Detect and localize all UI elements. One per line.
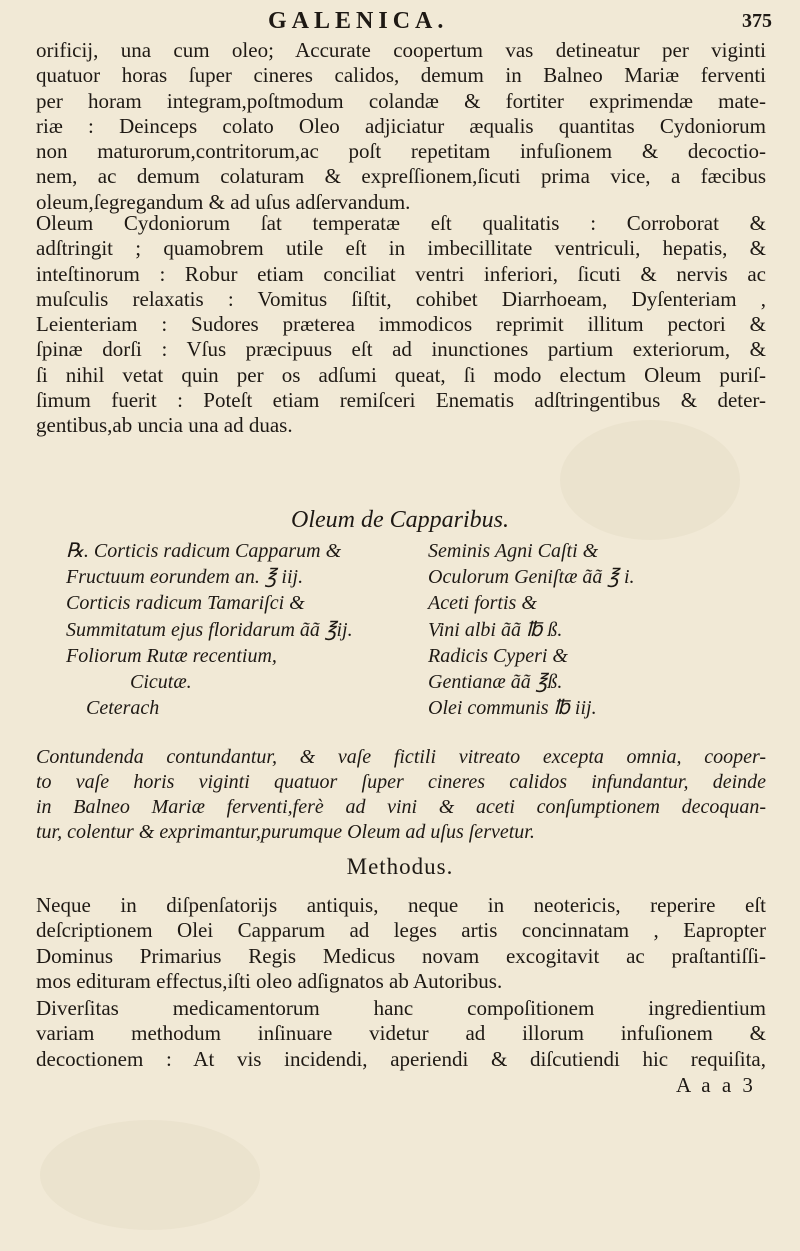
ingredient-line: Radicis Cyperi & bbox=[428, 644, 568, 667]
text-line: quatuor horas ſuper cineres calidos, demum in Balneo Mariæ ferventi bbox=[36, 63, 766, 88]
instruction-line: in Balneo Mariæ ferventi,ferè ad vini & aceti conſumptionem decoquan- bbox=[36, 796, 766, 818]
recipe-title: Oleum de Capparibus. bbox=[291, 507, 509, 533]
ingredient-line: Aceti fortis & bbox=[428, 592, 537, 615]
ingredient-line: Olei communis ℔ iij. bbox=[428, 697, 597, 720]
instruction-line: to vaſe horis viginti quatuor ſuper cineres calidos infundantur, deinde bbox=[36, 771, 766, 793]
ingredient-line: Vini albi ãã ℔ ß. bbox=[428, 618, 563, 641]
running-title: GALENICA. bbox=[268, 8, 449, 34]
ingredient-line: Gentianæ ãã ℥ß. bbox=[428, 670, 563, 693]
text-line: Dominus Primarius Regis Medicus novam excogitavit ac praſtantiſſi- bbox=[36, 943, 766, 968]
ingredient-line: Seminis Agni Caſti & bbox=[428, 540, 599, 562]
ingredient-line: Fructuum eorundem an. ℥ iij. bbox=[66, 566, 304, 589]
method-title: Methodus. bbox=[346, 854, 454, 879]
page-number: 375 bbox=[742, 10, 772, 32]
ingredient-line: Corticis radicum Tamariſci & bbox=[66, 592, 305, 615]
paragraph-4 bbox=[36, 996, 766, 1072]
text-line: ſimum fuerit : Poteſt etiam remiſceri Enematis adſtringentibus & deter- bbox=[36, 388, 766, 413]
ingredient-line: ℞. Corticis radicum Capparum & bbox=[66, 540, 342, 562]
paragraph-1 bbox=[36, 38, 766, 215]
text-line: Neque in diſpenſatorijs antiquis, neque in neotericis, reperire eſt bbox=[36, 893, 766, 917]
text-line: Leienteriam : Sudores præterea immodicos reprimit illitum pectori & bbox=[36, 312, 766, 337]
text-line: ſpinæ dorſi : Vſus præcipuus eſt ad inunctiones partium exteriorum, & bbox=[36, 337, 766, 362]
text-line: deſcriptionem Olei Capparum ad leges artis concinnatam , Eapropter bbox=[36, 918, 766, 943]
text-line: ſi nihil vetat quin per os adſumi queat, ſi modo electum Oleum puriſ- bbox=[36, 362, 766, 387]
ingredient-line: Summitatum ejus floridarum ãã ℥ij. bbox=[66, 618, 353, 641]
paragraph-3 bbox=[36, 893, 766, 994]
text-line: gentibus,ab uncia una ad duas. bbox=[36, 413, 293, 438]
text-line: Oleum Cydoniorum ſat temperatæ eſt qualitatis : Corroborat & bbox=[36, 211, 766, 235]
text-line: orificij, una cum oleo; Accurate coopertum vas detineatur per viginti bbox=[36, 38, 766, 62]
paragraph-2 bbox=[36, 211, 766, 439]
catchword-signature: A a a 3 bbox=[676, 1073, 756, 1097]
instruction-line: Contundenda contundantur, & vaſe fictili vitreato excepta omnia, cooper- bbox=[36, 746, 766, 768]
text-line: variam methodum inſinuare videtur ad illorum infuſionem & bbox=[36, 1021, 766, 1046]
text-line: oleum,ſegregandum & ad uſus adſervandum. bbox=[36, 189, 411, 214]
running-head bbox=[0, 8, 800, 42]
ingredient-line: Foliorum Rutæ recentium, bbox=[66, 644, 277, 667]
text-line: inteſtinorum : Robur etiam conciliat ventri inferiori, ſicuti & nervis ac bbox=[36, 261, 766, 286]
ingredient-line: Cicutæ. bbox=[130, 670, 192, 693]
text-line: riæ : Deinceps colato Oleo adjiciatur æqualis quantitas Cydoniorum bbox=[36, 113, 766, 138]
text-line: adſtringit ; quamobrem utile eſt in imbecillitate ventriculi, hepatis, & bbox=[36, 236, 766, 261]
ingredient-line: Oculorum Geniſtæ ãã ℥ i. bbox=[428, 566, 635, 589]
text-line: non maturorum,contritorum,ac poſt repetitam infuſionem & decoctio- bbox=[36, 139, 766, 164]
instruction-line: tur, colentur & exprimantur,purumque Oleum ad uſus ſervetur. bbox=[36, 821, 535, 843]
text-line: muſculis relaxatis : Vomitus ſiſtit, cohibet Diarrhoeam, Dyſenteriam , bbox=[36, 286, 766, 311]
text-line: nem, ac demum colaturam & expreſſionem,ſicuti prima vice, a fæcibus bbox=[36, 164, 766, 189]
ingredients-right-column bbox=[428, 538, 766, 721]
text-line: Diverſitas medicamentorum hanc compoſitionem ingredientium bbox=[36, 996, 766, 1020]
text-line: decoctionem : At vis incidendi, aperiendi & diſcutiendi hic requiſita, bbox=[36, 1046, 766, 1071]
ingredients-left-column bbox=[66, 538, 396, 721]
recipe-instructions bbox=[36, 745, 766, 845]
ingredient-line: Ceterach bbox=[86, 697, 160, 720]
text-line: mos edituram effectus,iſti oleo adſignatos ab Autoribus. bbox=[36, 968, 503, 993]
text-line: per horam integram,poſtmodum colandæ & fortiter exprimendæ mate- bbox=[36, 88, 766, 113]
paper-stain bbox=[40, 1120, 260, 1230]
